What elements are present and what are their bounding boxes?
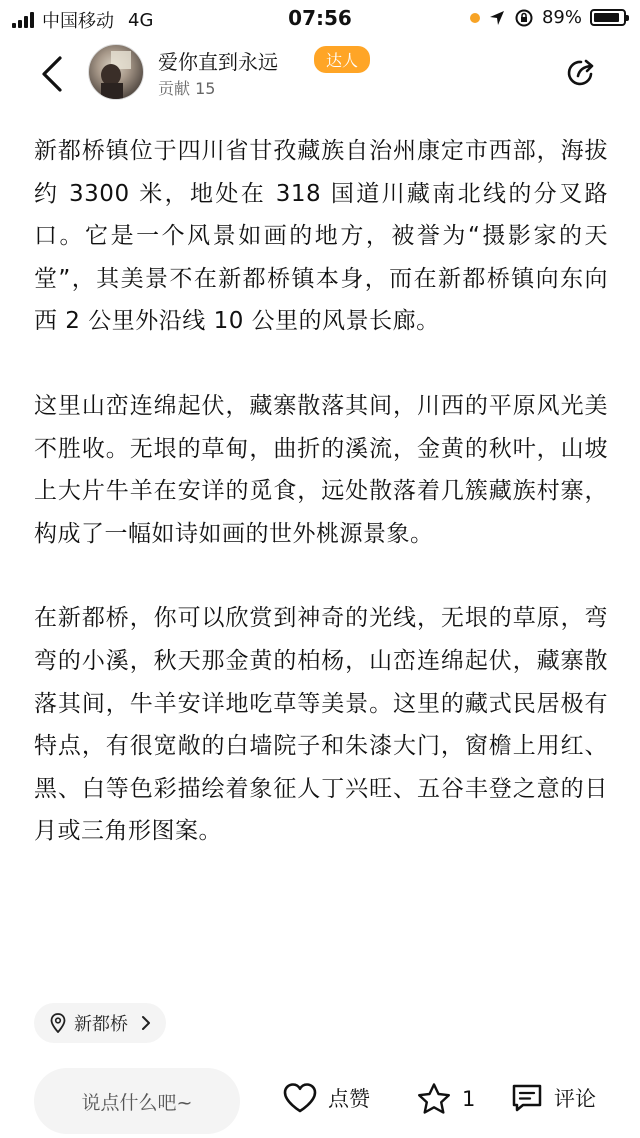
comment-input[interactable] <box>34 1068 240 1134</box>
article-paragraph-1: 新都桥镇位于四川省甘孜藏族自治州康定市西部，海拔约 3300 米，地处在 318 国道川藏南北线的分叉路口。它是一个风景如画的地方，被誉为“摄影家的天堂”，其美景不在新都桥镇本身，而在新都桥镇向东向西 2 公里外沿线 10 公里的风景长廊。 <box>34 138 608 335</box>
star-icon <box>416 1082 452 1116</box>
back-icon[interactable] <box>38 54 68 94</box>
contribution-count: 贡献 15 <box>158 79 216 98</box>
share-icon[interactable] <box>564 56 598 90</box>
network-type: 4G <box>128 9 154 31</box>
location-pin-icon <box>50 1013 66 1033</box>
carrier-name: 中国移动 <box>42 11 114 32</box>
bottom-action-bar <box>0 1064 640 1138</box>
article-header <box>0 36 640 116</box>
comment-placeholder: 说点什么吧~ <box>81 1091 193 1114</box>
expert-badge: 达人 <box>314 46 370 73</box>
location-tag[interactable] <box>34 1003 166 1043</box>
location-label: 新都桥 <box>74 1014 128 1035</box>
favorite-button[interactable] <box>416 1082 475 1116</box>
avatar-image <box>89 45 144 100</box>
favorite-count: 1 <box>462 1087 476 1111</box>
recording-dot-icon <box>470 13 480 23</box>
article-paragraph-3: 在新都桥，你可以欣赏到神奇的光线，无垠的草原，弯弯的小溪，秋天那金黄的柏杨，山峦连绵起伏，藏寨散落其间，牛羊安详地吃草等美景。这里的藏式民居极有特点，有很宽敞的白墙院子和朱漆大门，窗檐上用红、黑、白等色彩描绘着象征人丁兴旺、五谷丰登之意的日月或三角形图案。 <box>34 605 608 845</box>
like-label: 点赞 <box>328 1087 370 1111</box>
location-arrow-icon <box>488 9 506 27</box>
comment-label: 评论 <box>554 1087 596 1111</box>
battery-icon <box>590 9 626 26</box>
heart-icon <box>282 1082 318 1114</box>
battery-percent: 89% <box>541 7 582 28</box>
status-bar-right <box>470 7 626 28</box>
chevron-right-icon <box>140 1015 152 1031</box>
comment-button[interactable] <box>510 1082 596 1114</box>
avatar[interactable] <box>88 44 144 100</box>
comment-icon <box>510 1082 544 1114</box>
article-paragraph-2: 这里山峦连绵起伏，藏寨散落其间，川西的平原风光美不胜收。无垠的草甸，曲折的溪流，金黄的秋叶，山坡上大片牛羊在安详的觅食，远处散落着几簇藏族村寨，构成了一幅如诗如画的世外桃源景象。 <box>34 392 608 547</box>
battery-level <box>594 13 619 22</box>
article-body <box>34 130 608 895</box>
status-time: 07:56 <box>288 6 352 30</box>
status-bar <box>0 0 640 36</box>
author-name[interactable]: 爱你直到永远 <box>158 50 278 74</box>
like-button[interactable] <box>282 1082 370 1114</box>
lock-rotation-icon <box>514 8 534 28</box>
